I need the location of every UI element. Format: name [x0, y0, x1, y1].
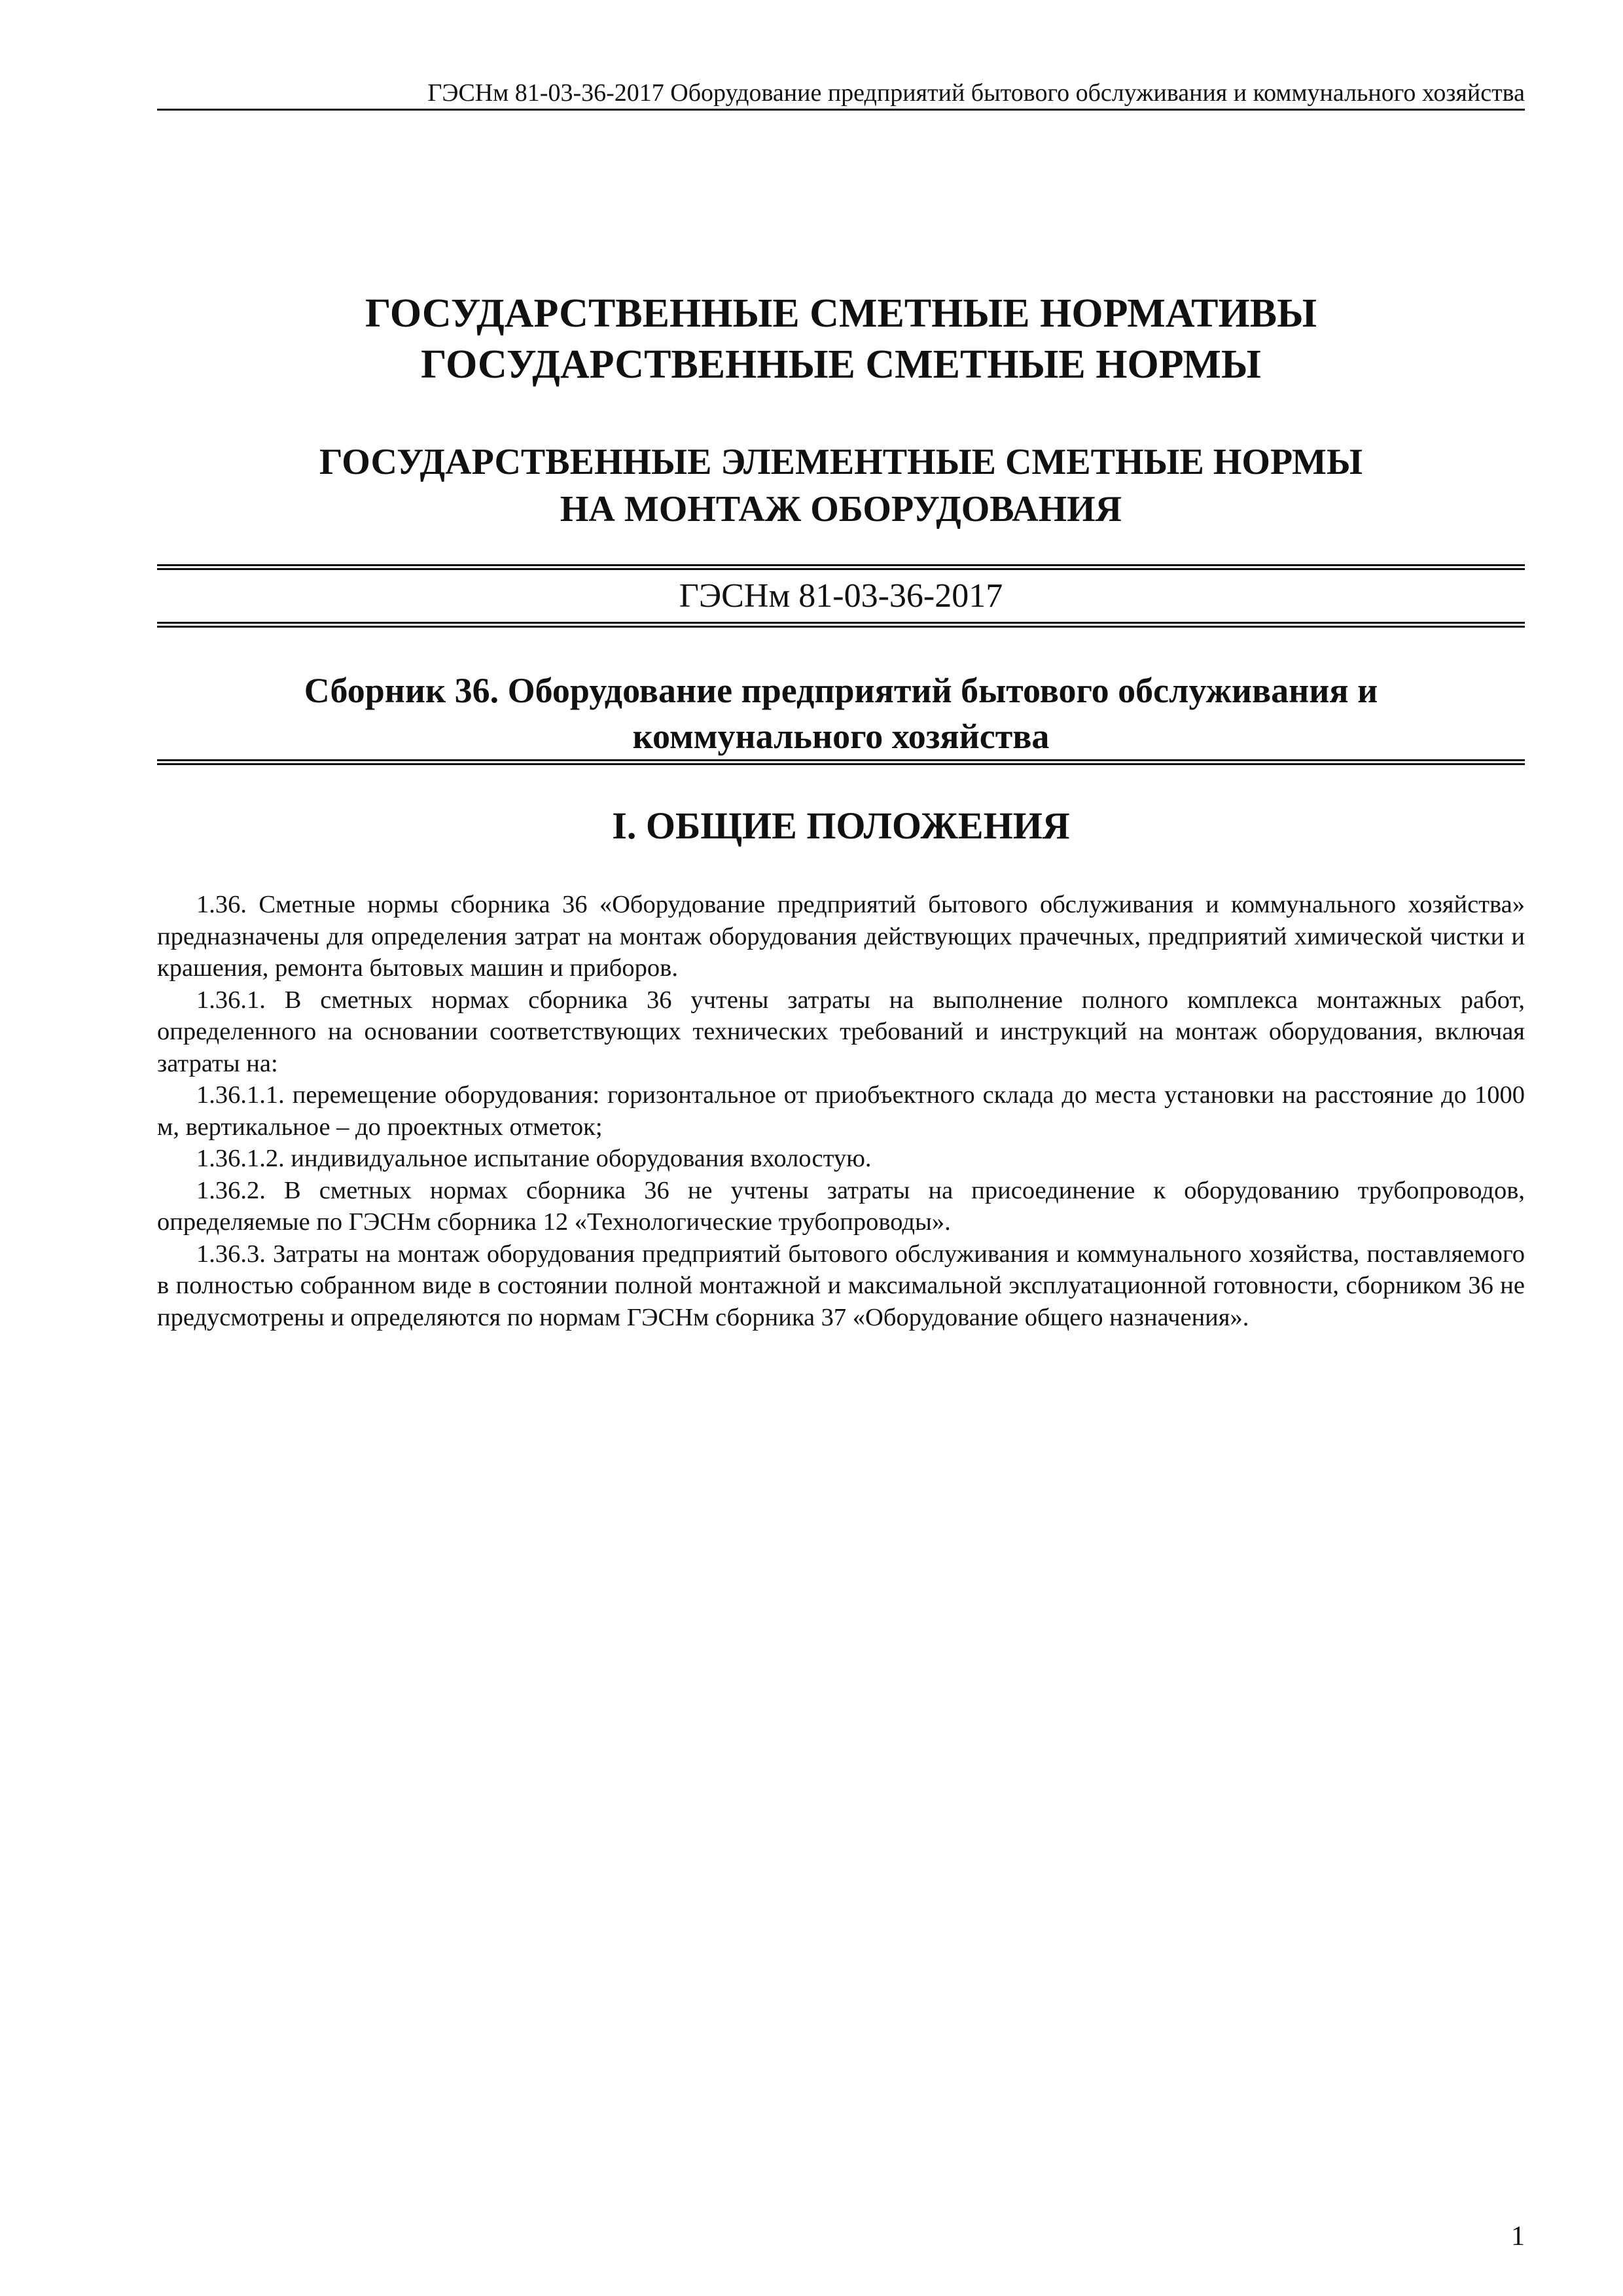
paragraph-1-36-2: 1.36.2. В сметных нормах сборника 36 не учтены затраты на присоединение к оборудованию трубопроводов, определяемые по ГЭСНм сборника 12 «Технологические трубопроводы».: [157, 1176, 1525, 1236]
subtitle-line-1: ГОСУДАРСТВЕННЫЕ ЭЛЕМЕНТНЫЕ СМЕТНЫЕ НОРМЫ: [319, 442, 1363, 482]
section-heading: I. ОБЩИЕ ПОЛОЖЕНИЯ: [612, 804, 1070, 847]
paragraph-1-36-1-1: 1.36.1.1. перемещение оборудования: горизонтальное от приобъектного склада до места установки на расстояние до 1000 м, вертикальное – до проектных отметок;: [157, 1081, 1525, 1141]
running-header: ГЭСНм 81-03-36-2017 Оборудование предприятий бытового обслуживания и коммунального хозяйства: [427, 79, 1525, 107]
document-code: ГЭСНм 81-03-36-2017: [679, 577, 1003, 615]
running-header-rule: [157, 109, 1525, 111]
collection-title-line-1: Сборник 36. Оборудование предприятий бытового обслуживания и: [304, 671, 1378, 710]
paragraph-1-36-3: 1.36.3. Затраты на монтаж оборудования предприятий бытового обслуживания и коммунального хозяйства, поставляемого в полностью собранном виде в состоянии полной монтажной и максимальной эксплуатационной готовности, сборником 36 не предусмотрены и определяются по нормам ГЭСНм сборника 37 «Оборудование общего назначения».: [157, 1240, 1525, 1331]
double-rule-middle: [157, 622, 1525, 628]
collection-title-line-2: коммунального хозяйства: [632, 717, 1050, 756]
page-number: 1: [1511, 2221, 1525, 2251]
paragraph-1-36-1-2: 1.36.1.2. индивидуальное испытание оборудования вхолостую.: [196, 1145, 872, 1172]
paragraph-1-36-1: 1.36.1. В сметных нормах сборника 36 учтены затраты на выполнение полного комплекса монтажных работ, определенного на основании соответствующих технических требований и инструкций на монтаж оборудования, включая затраты на:: [157, 986, 1525, 1077]
paragraph-1-36: 1.36. Сметные нормы сборника 36 «Оборудование предприятий бытового обслуживания и коммунального хозяйства» предназначены для определения затрат на монтаж оборудования действующих прачечных, предприятий химической чистки и крашения, ремонта бытовых машин и приборов.: [157, 891, 1525, 982]
double-rule-bottom: [157, 759, 1525, 765]
main-title-line-2: ГОСУДАРСТВЕННЫЕ СМЕТНЫЕ НОРМЫ: [421, 342, 1261, 387]
subtitle-line-2: НА МОНТАЖ ОБОРУДОВАНИЯ: [560, 489, 1122, 529]
subtitle: [157, 439, 1525, 533]
collection-title: [157, 668, 1525, 759]
double-rule-top: [157, 564, 1525, 570]
main-title: [157, 288, 1525, 390]
body-text: [157, 889, 1525, 1333]
main-title-line-1: ГОСУДАРСТВЕННЫЕ СМЕТНЫЕ НОРМАТИВЫ: [365, 291, 1317, 336]
